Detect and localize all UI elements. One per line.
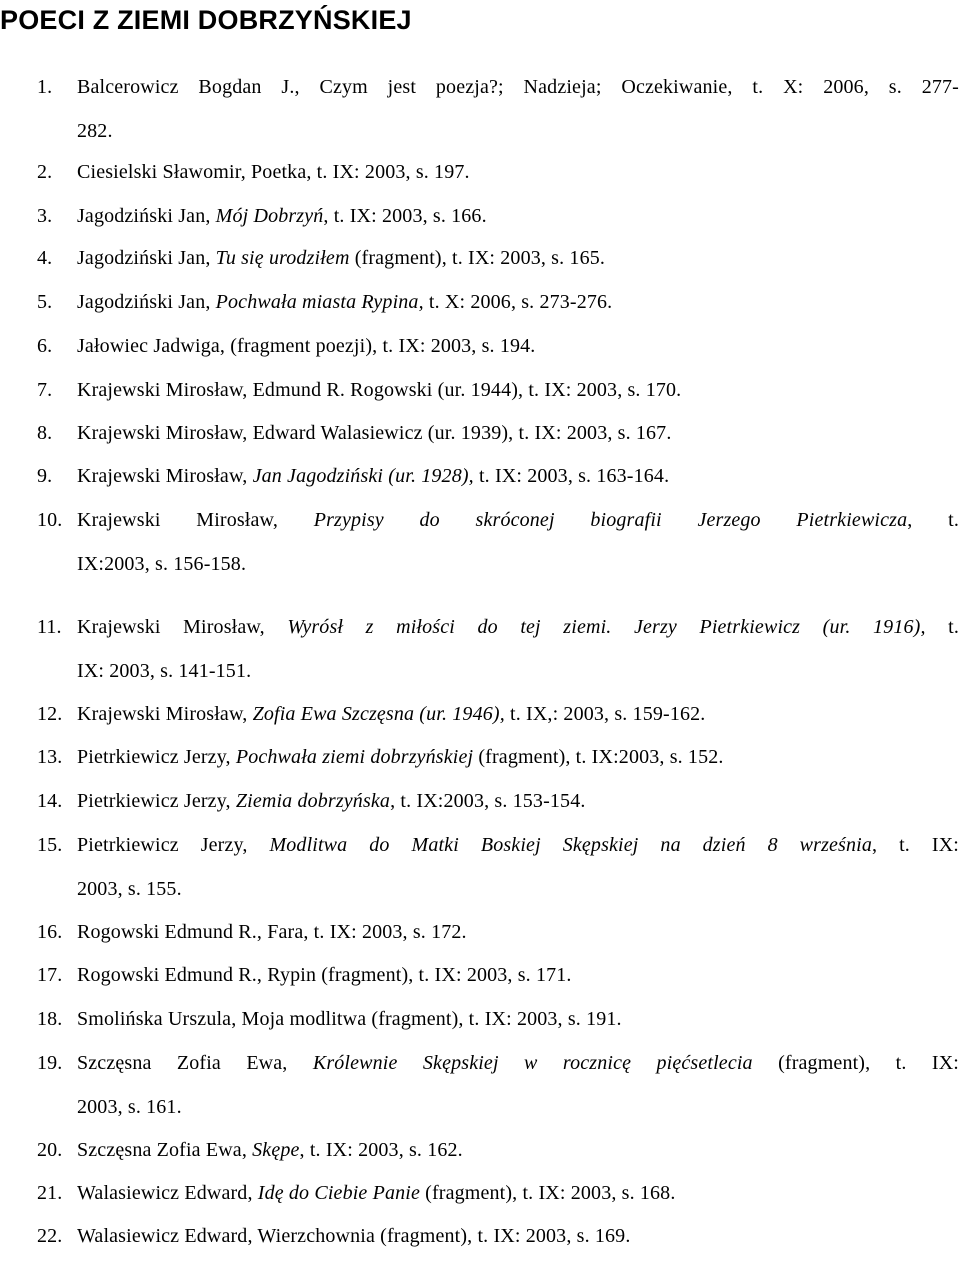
entry-details: Edmund R. Rogowski (ur. 1944), t. IX: 2003, s. 170. xyxy=(252,379,682,401)
entry-work-title: Wyrósł z miłości do tej ziemi. Jerzy Pietrkiewicz (ur. 1916), xyxy=(287,616,926,638)
entry-number: 16. xyxy=(37,921,63,943)
entry-work-title: Zofia Ewa Szczęsna (ur. 1946), xyxy=(252,703,505,725)
entry-line xyxy=(77,454,959,498)
entry-text xyxy=(77,779,959,823)
entry-number: 20. xyxy=(37,1139,63,1161)
entry-author: Smolińska Urszula, xyxy=(77,1008,242,1030)
entry-details: t. IX: 2003, s. 163-164. xyxy=(473,465,670,487)
entry-text xyxy=(77,692,959,736)
entry-text xyxy=(77,735,959,779)
entry-author: Pietrkiewicz Jerzy, xyxy=(77,790,236,812)
entry-work-title: Ziemia dobrzyńska xyxy=(235,790,391,812)
entry-number: 5. xyxy=(37,291,53,313)
entry-author: Rogowski Edmund R., xyxy=(77,921,268,943)
entry-details: , t. IX: 2003, s. 162. xyxy=(299,1139,463,1161)
entry-number: 19. xyxy=(37,1052,63,1074)
entry-text xyxy=(77,280,959,324)
entry-author: Jałowiec Jadwiga, xyxy=(77,335,231,357)
entry-line-continuation: IX: 2003, s. 141-151. xyxy=(77,660,252,682)
entry-text xyxy=(77,997,959,1041)
entry-text xyxy=(77,454,959,498)
entry-text xyxy=(77,953,959,997)
entry-number: 12. xyxy=(37,703,63,725)
entry-text xyxy=(77,1128,959,1172)
entry-author: Jagodziński Jan, xyxy=(77,291,216,313)
entry-number: 9. xyxy=(37,465,53,487)
entry-line xyxy=(77,779,959,823)
entry-text xyxy=(77,910,959,954)
entry-details: Moja modlitwa (fragment), t. IX: 2003, s. 191. xyxy=(241,1008,622,1030)
entry-number: 13. xyxy=(37,746,63,768)
entry-number: 4. xyxy=(37,247,53,269)
entry-text xyxy=(77,65,959,153)
entry-details: Fara, t. IX: 2003, s. 172. xyxy=(267,921,467,943)
entry-text xyxy=(77,194,959,238)
entry-line xyxy=(77,411,959,455)
entry-line xyxy=(77,498,959,542)
entry-details: t. xyxy=(925,616,959,638)
entry-details: , t. IX:2003, s. 153-154. xyxy=(390,790,586,812)
entry-line xyxy=(77,823,959,867)
entry-line xyxy=(77,150,959,194)
entry-line xyxy=(77,236,959,280)
entry-author: Krajewski Mirosław, xyxy=(77,465,253,487)
entry-details: (fragment poezji), t. IX: 2003, s. 194. xyxy=(230,335,536,357)
entry-number: 18. xyxy=(37,1008,63,1030)
entry-author: Szczęsna Zofia Ewa, xyxy=(77,1052,313,1074)
entry-line-continuation: 282. xyxy=(77,120,113,142)
entry-line xyxy=(77,368,959,412)
entry-text xyxy=(77,368,959,412)
entry-details: , t. IX: xyxy=(872,834,960,856)
entry-text xyxy=(77,823,959,911)
entry-text xyxy=(77,1041,959,1129)
entry-line xyxy=(77,194,959,238)
entry-author: Pietrkiewicz Jerzy, xyxy=(77,834,270,856)
entry-details: (fragment), t. IX: xyxy=(752,1052,959,1074)
entry-author: Rogowski Edmund R., xyxy=(77,964,268,986)
entry-author: Walasiewicz Edward, xyxy=(77,1182,258,1204)
entry-details: t. X: 2006, s. 273-276. xyxy=(423,291,613,313)
entry-line-continuation: IX:2003, s. 156-158. xyxy=(77,553,247,575)
entry-line xyxy=(77,1041,959,1085)
entry-number: 22. xyxy=(37,1225,63,1247)
entry-details: Wierzchownia (fragment), t. IX: 2003, s. 169. xyxy=(257,1225,631,1247)
page-title: POECI Z ZIEMI DOBRZYŃSKIEJ xyxy=(0,5,412,35)
entry-text xyxy=(77,236,959,280)
entry-details: t. IX,: 2003, s. 159-162. xyxy=(504,703,706,725)
entry-text xyxy=(77,605,959,693)
entry-author: Pietrkiewicz Jerzy, xyxy=(77,746,236,768)
entry-author: Krajewski Mirosław, xyxy=(77,379,253,401)
entry-work-title: Idę do Ciebie Panie xyxy=(257,1182,421,1204)
entry-work-title: Mój Dobrzyń xyxy=(215,205,324,227)
entry-line xyxy=(77,997,959,1041)
entry-line xyxy=(77,910,959,954)
entry-work-title: Pochwała ziemi dobrzyńskiej xyxy=(235,746,474,768)
entry-details: (fragment), t. IX: 2003, s. 165. xyxy=(349,247,606,269)
entry-work-title: Modlitwa do Matki Boskiej Skępskiej na dzień 8 września xyxy=(269,834,872,856)
entry-number: 3. xyxy=(37,205,53,227)
entry-details: Edward Walasiewicz (ur. 1939), t. IX: 2003, s. 167. xyxy=(252,422,672,444)
entry-line xyxy=(77,605,959,649)
entry-text xyxy=(77,411,959,455)
entry-details: , t. IX: 2003, s. 166. xyxy=(323,205,487,227)
entry-details: , t. xyxy=(907,509,959,531)
entry-author: Krajewski Mirosław, xyxy=(77,509,314,531)
entry-details: Rypin (fragment), t. IX: 2003, s. 171. xyxy=(267,964,572,986)
entry-author: Krajewski Mirosław, xyxy=(77,703,253,725)
entry-author: Balcerowicz Bogdan J., xyxy=(77,76,320,98)
entry-number: 1. xyxy=(37,76,53,98)
entry-line xyxy=(77,1128,959,1172)
entry-line xyxy=(77,65,959,109)
entry-details: (fragment), t. IX:2003, s. 152. xyxy=(473,746,724,768)
entry-author: Krajewski Mirosław, xyxy=(77,422,253,444)
entry-number: 14. xyxy=(37,790,63,812)
entry-work-title: Królewnie Skępskiej w rocznicę pięćsetlecia xyxy=(312,1052,753,1074)
entry-text xyxy=(77,324,959,368)
entry-line-continuation: 2003, s. 155. xyxy=(77,878,182,900)
entry-author: Krajewski Mirosław, xyxy=(77,616,288,638)
entry-line xyxy=(77,1214,959,1258)
entry-line xyxy=(77,692,959,736)
entry-details: Czym jest poezja?; Nadzieja; Oczekiwanie, t. X: 2006, s. 277- xyxy=(319,76,959,98)
entry-text xyxy=(77,498,959,586)
entry-details: Poetka, t. IX: 2003, s. 197. xyxy=(251,161,470,183)
entry-author: Walasiewicz Edward, xyxy=(77,1225,258,1247)
entry-number: 11. xyxy=(37,616,62,638)
entry-line xyxy=(77,953,959,997)
entry-number: 15. xyxy=(37,834,63,856)
entry-author: Jagodziński Jan, xyxy=(77,247,216,269)
entry-work-title: Przypisy do skróconej biografii Jerzego Pietrkiewicza xyxy=(313,509,908,531)
entry-number: 7. xyxy=(37,379,53,401)
entry-author: Ciesielski Sławomir, xyxy=(77,161,252,183)
entry-details: (fragment), t. IX: 2003, s. 168. xyxy=(420,1182,676,1204)
entry-number: 2. xyxy=(37,161,53,183)
entry-number: 21. xyxy=(37,1182,63,1204)
entry-line xyxy=(77,1171,959,1215)
entry-number: 6. xyxy=(37,335,53,357)
entry-work-title: Pochwała miasta Rypina, xyxy=(215,291,424,313)
entry-line xyxy=(77,280,959,324)
entry-number: 8. xyxy=(37,422,53,444)
entry-number: 17. xyxy=(37,964,63,986)
entry-line xyxy=(77,735,959,779)
entry-work-title: Tu się urodziłem xyxy=(215,247,350,269)
entry-work-title: Skępe xyxy=(252,1139,300,1161)
entry-author: Jagodziński Jan, xyxy=(77,205,216,227)
entry-line xyxy=(77,324,959,368)
entry-author: Szczęsna Zofia Ewa, xyxy=(77,1139,253,1161)
entry-text xyxy=(77,1171,959,1215)
entry-number: 10. xyxy=(37,509,63,531)
entry-text xyxy=(77,150,959,194)
entry-work-title: Jan Jagodziński (ur. 1928), xyxy=(252,465,474,487)
entry-text xyxy=(77,1214,959,1258)
entry-line-continuation: 2003, s. 161. xyxy=(77,1096,182,1118)
